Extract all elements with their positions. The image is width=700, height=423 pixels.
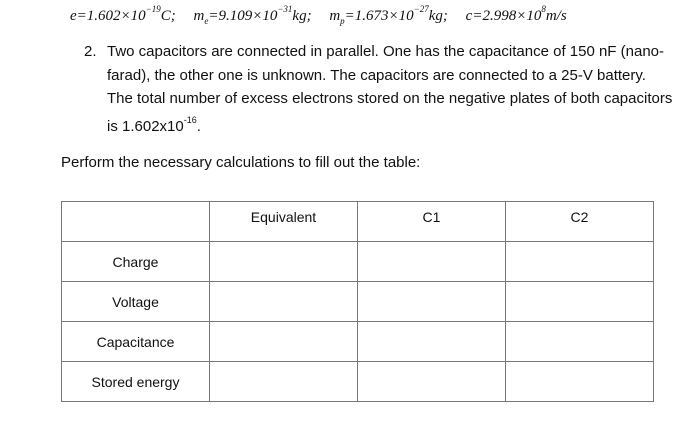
electron-charge-constant bbox=[70, 4, 176, 24]
row-label-stored-energy: Stored energy bbox=[62, 362, 210, 402]
constant-symbol: c bbox=[465, 8, 473, 24]
table-cell[interactable] bbox=[358, 242, 506, 282]
table-header-row bbox=[62, 202, 654, 242]
table-cell[interactable] bbox=[506, 242, 654, 282]
table-row bbox=[62, 282, 654, 322]
constant-value: =1.602×10 bbox=[76, 8, 146, 24]
header-cell-blank bbox=[62, 202, 210, 242]
constant-symbol: m bbox=[193, 8, 205, 24]
table-cell[interactable] bbox=[210, 242, 358, 282]
constant-exponent: −19 bbox=[145, 4, 161, 14]
table-cell[interactable] bbox=[210, 282, 358, 322]
row-label-capacitance: Capacitance bbox=[62, 322, 210, 362]
constant-value: =1.673×10 bbox=[344, 8, 414, 24]
constant-symbol: e bbox=[70, 8, 77, 24]
constant-value: =2.998×10 bbox=[472, 8, 542, 24]
results-table bbox=[61, 201, 654, 402]
problem-number: 2. bbox=[84, 43, 97, 60]
problem-statement bbox=[84, 40, 674, 138]
row-label-voltage: Voltage bbox=[62, 282, 210, 322]
header-cell-c2: C2 bbox=[506, 202, 654, 242]
proton-mass-constant bbox=[329, 4, 448, 26]
constant-unit: C; bbox=[160, 8, 176, 24]
constant-symbol: m bbox=[329, 8, 341, 24]
problem-exponent: -16 bbox=[183, 114, 197, 125]
table-cell[interactable] bbox=[210, 322, 358, 362]
constant-exponent: −27 bbox=[413, 4, 429, 14]
table-cell[interactable] bbox=[358, 362, 506, 402]
table-row bbox=[62, 242, 654, 282]
table-row bbox=[62, 362, 654, 402]
electron-mass-constant bbox=[193, 4, 312, 26]
table-cell[interactable] bbox=[506, 322, 654, 362]
constant-unit: kg; bbox=[428, 8, 448, 24]
problem-end: . bbox=[196, 117, 201, 135]
table-cell[interactable] bbox=[506, 362, 654, 402]
table-cell[interactable] bbox=[210, 362, 358, 402]
table-row bbox=[62, 322, 654, 362]
table-cell[interactable] bbox=[358, 282, 506, 322]
constant-exponent: 8 bbox=[541, 4, 546, 14]
speed-of-light-constant bbox=[465, 4, 567, 24]
problem-text-block bbox=[107, 40, 674, 138]
constant-exponent: −31 bbox=[277, 4, 293, 14]
table-cell[interactable] bbox=[506, 282, 654, 322]
constant-unit: m/s bbox=[545, 8, 567, 24]
constant-unit: kg; bbox=[292, 8, 312, 24]
constant-subscript: p bbox=[340, 16, 345, 26]
header-cell-equivalent: Equivalent bbox=[210, 202, 358, 242]
physical-constants-line bbox=[70, 0, 581, 26]
problem-text: Two capacitors are connected in parallel. One has the capacitance of 150 nF (nano-farad), the other one is unknown. The capacitors are connected to a 25-V battery. The total number of excess electrons stored on the negative plates of both capacitors is 1.602x10 bbox=[107, 43, 673, 135]
instruction-text: Perform the necessary calculations to fill out the table: bbox=[61, 154, 421, 171]
row-label-charge: Charge bbox=[62, 242, 210, 282]
table-cell[interactable] bbox=[358, 322, 506, 362]
header-cell-c1: C1 bbox=[358, 202, 506, 242]
constant-subscript: e bbox=[204, 16, 209, 26]
constant-value: =9.109×10 bbox=[208, 8, 278, 24]
